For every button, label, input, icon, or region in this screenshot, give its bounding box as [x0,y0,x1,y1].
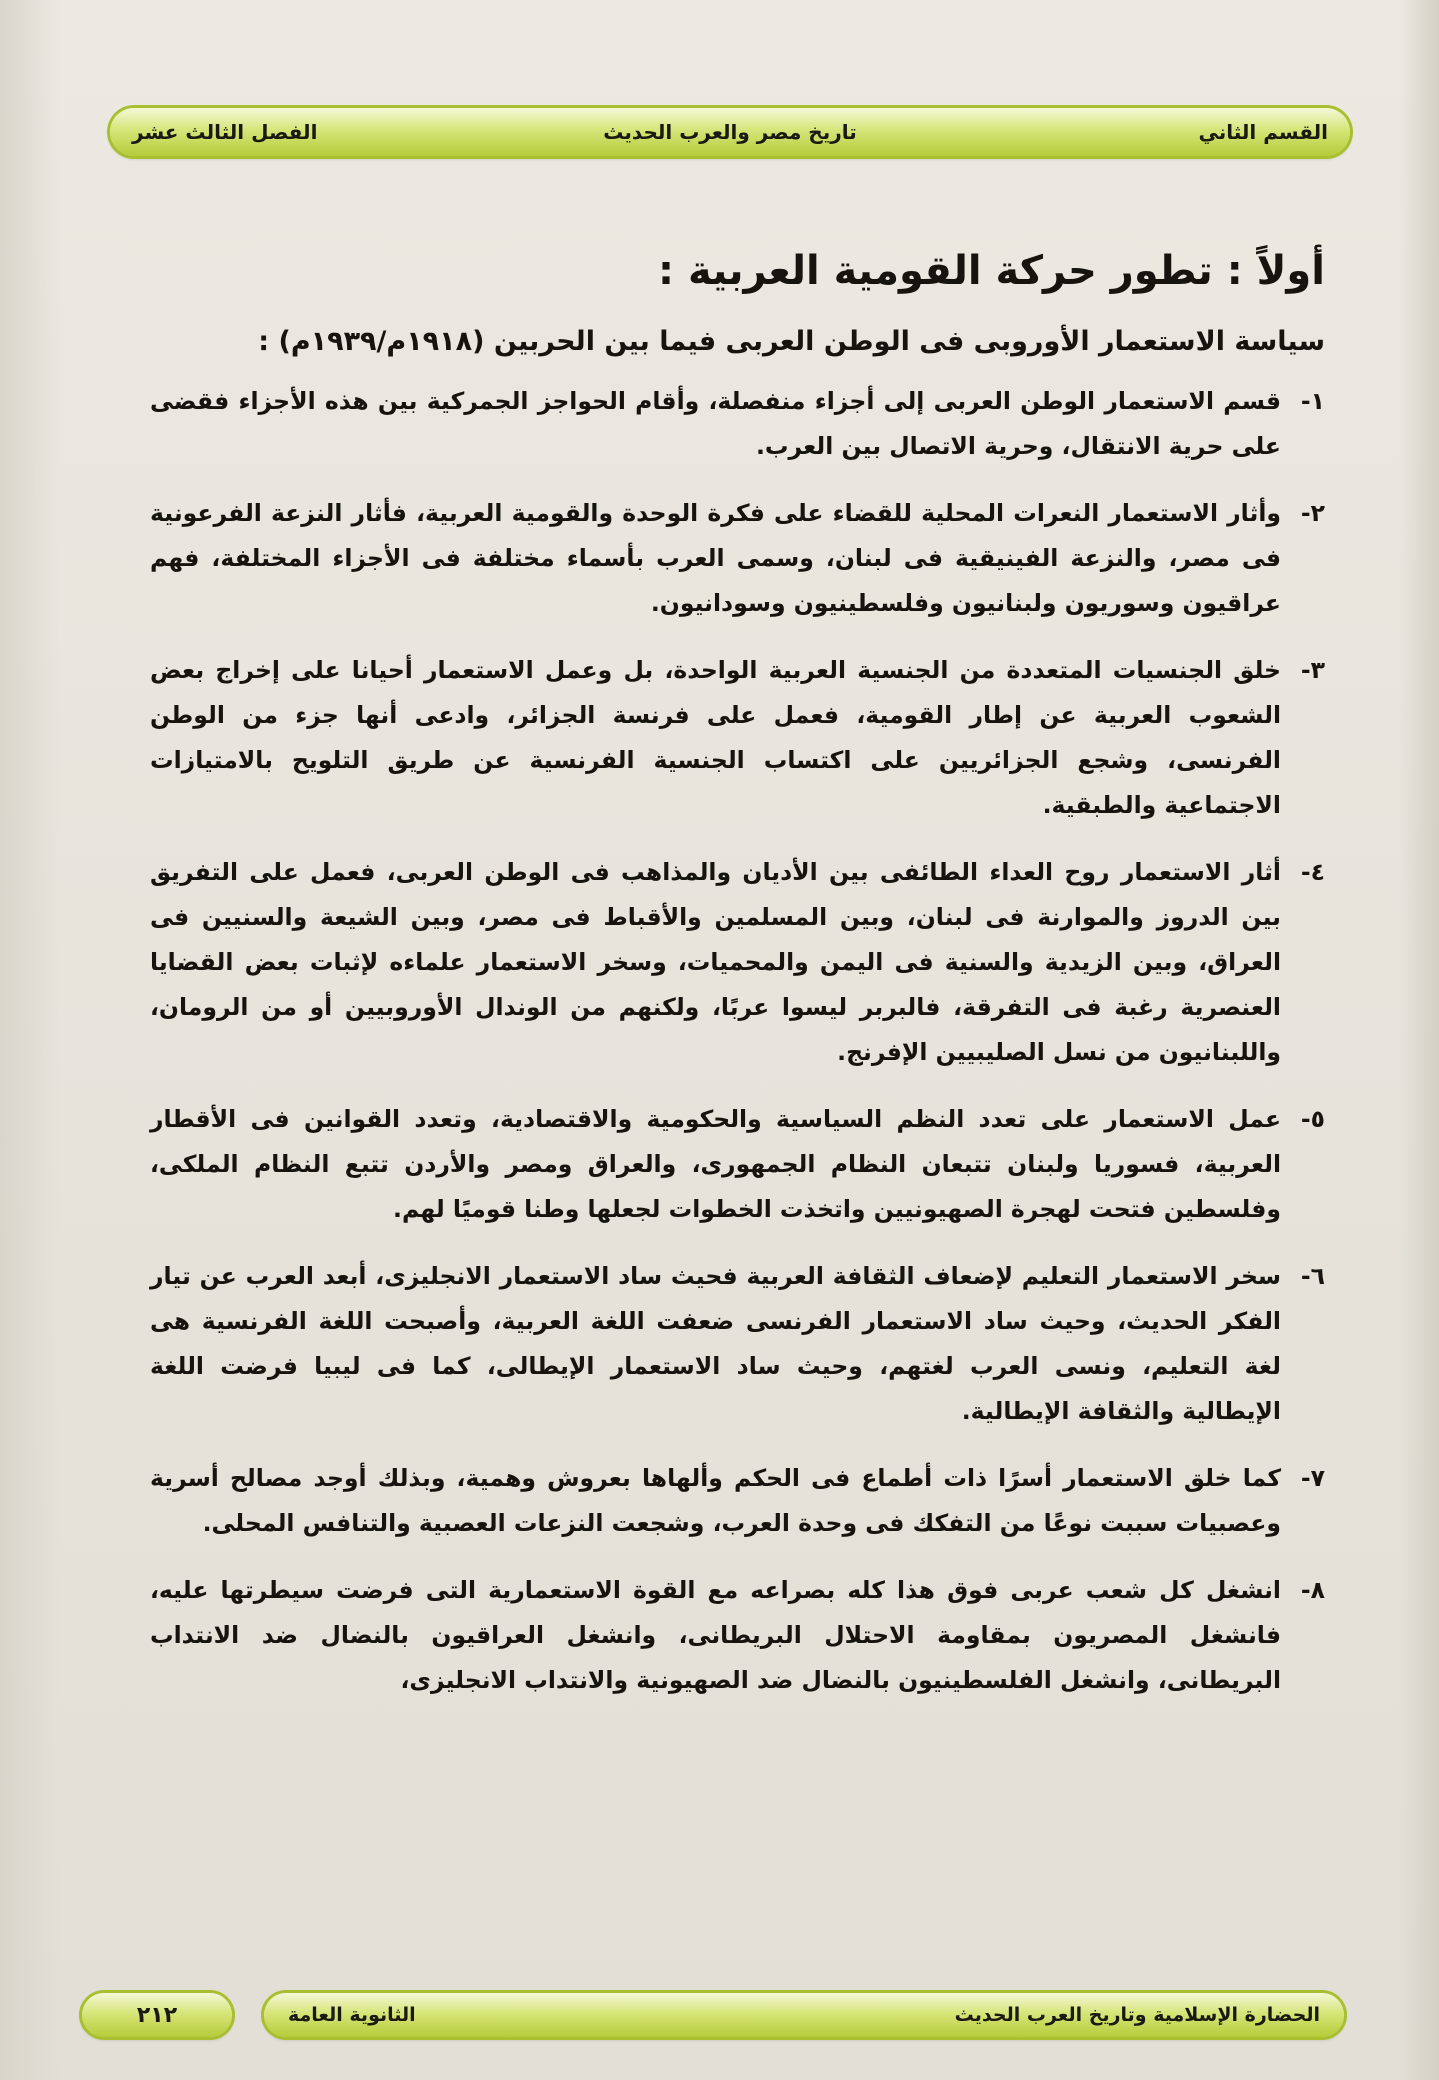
page-footer [82,1993,1344,2037]
policy-list [150,379,1325,1703]
page-edge-shadow-left [0,0,60,2080]
list-item [150,1254,1325,1434]
item-text: انشغل كل شعب عربى فوق هذا كله بصراعه مع القوة الاستعمارية التى فرضت سيطرتها عليه، فانشغل المصريون بمقاومة الاحتلال البريطانى، وانشغل العراقيون بالنضال ضد الانتداب البريطانى، وانشغل الفلسطينيون بالنضال ضد الصهيونية والانتداب الانجليزى، [150,1575,1281,1694]
list-item [150,850,1325,1075]
item-text: وأثار الاستعمار النعرات المحلية للقضاء على فكرة الوحدة والقومية العربية، فأثار النزعة الفرعونية فى مصر، والنزعة الفينيقية فى لبنان، وسمى العرب بأسماء مختلفة فى الأجزاء المختلفة، فهم عراقيون وسوريون ولبنانيون وفلسطينيون وسودانيون. [150,498,1281,617]
list-item [150,491,1325,626]
main-heading: أولاً : تطور حركة القومية العربية : [658,248,1325,294]
list-item [150,1097,1325,1232]
header-book-title: تاريخ مصر والعرب الحديث [603,120,857,144]
page-number: ٢١٢ [82,1993,232,2037]
footer-grade: الثانوية العامة [288,2004,416,2026]
footer-bar [264,1993,1344,2037]
sub-heading: سياسة الاستعمار الأوروبى فى الوطن العربى فيما بين الحربين (١٩١٨م/١٩٣٩م) : [258,326,1325,357]
item-text: عمل الاستعمار على تعدد النظم السياسية والحكومية والاقتصادية، وتعدد القوانين فى الأقطار العربية، فسوريا ولبنان تتبعان النظام الجمهورى، والعراق ومصر والأردن تتبع النظام الملكى، وفلسطين فتحت لهجرة الصهيونيين واتخذت الخطوات لجعلها وطنا قوميًا لهم. [150,1104,1281,1223]
footer-book-title: الحضارة الإسلامية وتاريخ العرب الحديث [954,2004,1320,2026]
item-number: ٦- [1300,1261,1325,1290]
item-number: ١- [1300,386,1325,415]
item-number: ٢- [1300,498,1325,527]
page-header-bar [110,108,1350,156]
item-text: أثار الاستعمار روح العداء الطائفى بين الأديان والمذاهب فى الوطن العربى، فعمل على التفريق بين الدروز والموارنة فى لبنان، وبين المسلمين والأقباط فى مصر، وبين الشيعة والسنيين فى العراق، وبين الزيدية والسنية فى اليمن والمحميات، وسخر الاستعمار علماءه لإثبات بعض القضايا العنصرية رغبة فى التفرقة، فالبربر ليسوا عربًا، ولكنهم من الوندال الأوروبيين أو من الرومان، واللبنانيون من نسل الصليبيين الإفرنج. [150,857,1281,1066]
item-text: قسم الاستعمار الوطن العربى إلى أجزاء منفصلة، وأقام الحواجز الجمركية بين هذه الأجزاء فقضى على حرية الانتقال، وحرية الاتصال بين العرب. [150,386,1281,460]
page-edge-shadow-right [1399,0,1439,2080]
header-section: القسم الثاني [1198,120,1328,144]
list-item [150,1568,1325,1703]
item-text: كما خلق الاستعمار أسرًا ذات أطماع فى الحكم وألهاها بعروش وهمية، وبذلك أوجد مصالح أسرية وعصبيات سببت نوعًا من التفكك فى وحدة العرب، وشجعت النزعات العصبية والتنافس المحلى. [150,1463,1281,1537]
list-item [150,379,1325,469]
page-content [150,245,1325,1725]
item-number: ٥- [1300,1104,1325,1133]
item-number: ٣- [1300,655,1325,684]
item-text: سخر الاستعمار التعليم لإضعاف الثقافة العربية فحيث ساد الاستعمار الانجليزى، أبعد العرب عن تيار الفكر الحديث، وحيث ساد الاستعمار الفرنسى ضعفت اللغة العربية، وأصبحت اللغة الفرنسية هى لغة التعليم، ونسى العرب لغتهم، وحيث ساد الاستعمار الإيطالى، كما فى ليبيا فرضت اللغة الإيطالية والثقافة الإيطالية. [150,1261,1281,1425]
item-text: خلق الجنسيات المتعددة من الجنسية العربية الواحدة، بل وعمل الاستعمار أحيانا على إخراج بعض الشعوب العربية عن إطار القومية، فعمل على فرنسة الجزائر، وادعى أنها جزء من الوطن الفرنسى، وشجع الجزائريين على اكتساب الجنسية الفرنسية عن طريق التلويح بالامتيازات الاجتماعية والطبقية. [150,655,1281,819]
list-item [150,1456,1325,1546]
item-number: ٧- [1300,1463,1325,1492]
item-number: ٤- [1300,857,1325,886]
item-number: ٨- [1300,1575,1325,1604]
list-item [150,648,1325,828]
header-chapter: الفصل الثالث عشر [132,120,318,144]
